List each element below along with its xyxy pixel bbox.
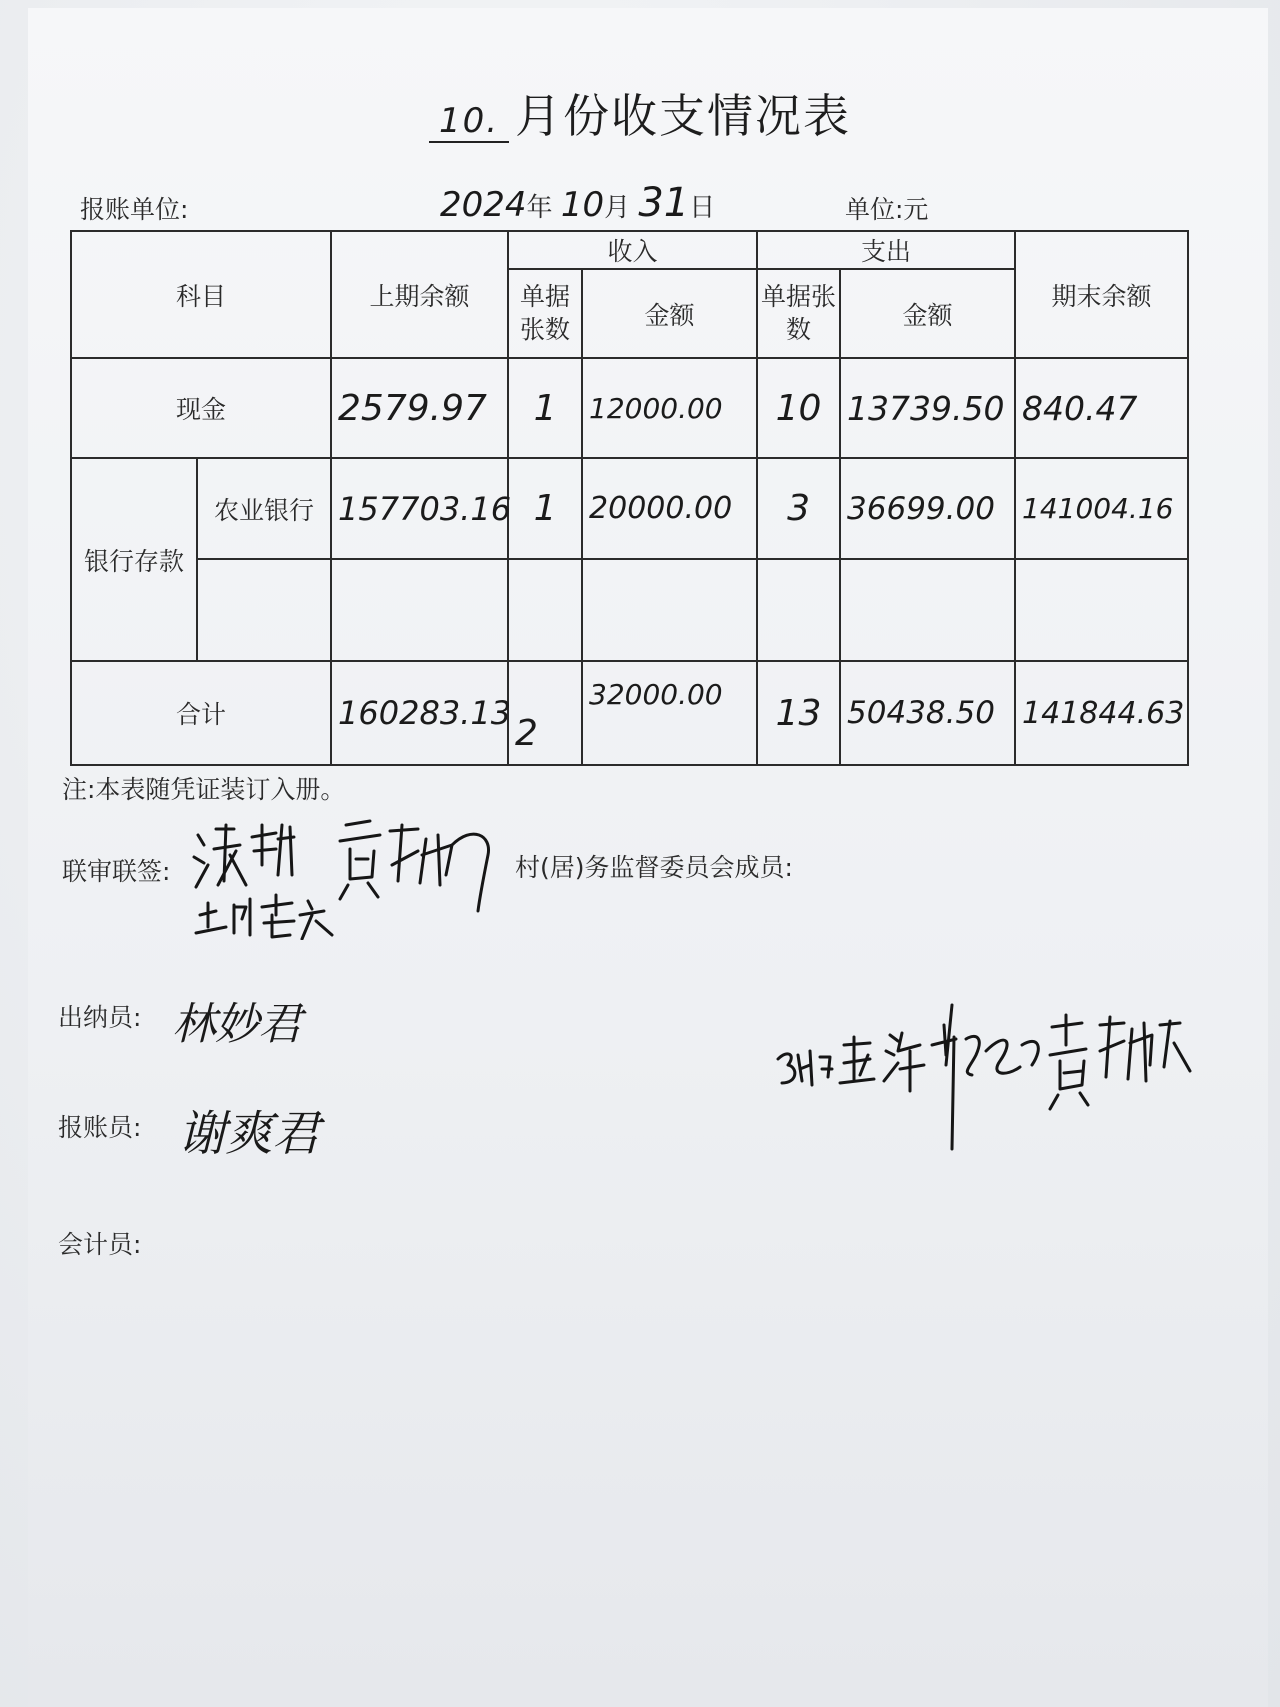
cash-prev-balance: 2579.97 — [331, 358, 508, 458]
cashier-signature: 林妙君 — [172, 999, 301, 1050]
report-date — [440, 180, 715, 226]
date-year-suffix: 年 — [526, 193, 553, 223]
total-end-balance: 141844.63 — [1015, 661, 1188, 765]
cash-income-count: 1 — [508, 358, 582, 458]
total-income-amount: 32000.00 — [582, 661, 757, 765]
title-month: 10. — [429, 101, 509, 143]
header-income-count: 单据张数 — [508, 269, 582, 358]
header-income-amount: 金额 — [582, 269, 757, 358]
cash-expense-count: 10 — [757, 358, 840, 458]
empty-cell — [508, 559, 582, 661]
row-label-agri-bank: 农业银行 — [197, 458, 331, 559]
cashier-label: 出纳员: — [58, 1003, 142, 1032]
table-row-cash — [71, 358, 1188, 458]
empty-cell — [757, 559, 840, 661]
cash-income-amount: 12000.00 — [582, 358, 757, 458]
income-expense-table — [70, 230, 1189, 766]
cash-expense-amount: 13739.50 — [840, 358, 1015, 458]
total-expense-count: 13 — [757, 661, 840, 765]
table-row-empty — [71, 559, 1188, 661]
date-day-suffix: 日 — [689, 193, 716, 223]
joint-review-label: 联审联签: — [62, 857, 171, 886]
agri-expense-amount: 36699.00 — [840, 458, 1015, 559]
total-prev-balance: 160283.13 — [331, 661, 508, 765]
unit-label: 报账单位: — [80, 195, 189, 224]
table-row-total — [71, 661, 1188, 765]
header-expense-count: 单据张数 — [757, 269, 840, 358]
empty-cell — [1015, 559, 1188, 661]
date-month: 10 — [560, 185, 605, 225]
binding-note: 注:本表随凭证装订入册。 — [62, 775, 346, 804]
header-row-1 — [71, 231, 1188, 269]
row-label-bank-deposit: 银行存款 — [71, 458, 197, 661]
agri-income-amount: 20000.00 — [582, 458, 757, 559]
committee-signatures-right — [770, 985, 1230, 1170]
agri-end-balance: 141004.16 — [1015, 458, 1188, 559]
bookkeeper-signature: 谢爽君 — [178, 1106, 320, 1162]
currency-label: 单位:元 — [845, 195, 929, 224]
header-end-balance: 期末余额 — [1015, 231, 1188, 358]
header-expense: 支出 — [757, 231, 1015, 269]
empty-cell — [840, 559, 1015, 661]
bookkeeper-label: 报账员: — [58, 1113, 142, 1142]
agri-prev-balance: 157703.16 — [331, 458, 508, 559]
header-expense-amount: 金额 — [840, 269, 1015, 358]
total-expense-amount: 50438.50 — [840, 661, 1015, 765]
empty-cell — [197, 559, 331, 661]
title-text: 月份收支情况表 — [515, 89, 851, 143]
empty-cell — [331, 559, 508, 661]
header-subject: 科目 — [71, 231, 331, 358]
date-day: 31 — [638, 180, 690, 226]
header-income: 收入 — [508, 231, 757, 269]
date-month-suffix: 月 — [604, 193, 631, 223]
header-prev-balance: 上期余额 — [331, 231, 508, 358]
document-title — [0, 80, 1280, 146]
committee-signatures — [190, 815, 520, 940]
empty-cell — [582, 559, 757, 661]
agri-expense-count: 3 — [757, 458, 840, 559]
table-row-agri-bank — [71, 458, 1188, 559]
date-year: 2024 — [440, 185, 527, 225]
total-income-count: 2 — [508, 661, 582, 765]
row-label-cash: 现金 — [71, 358, 331, 458]
accountant-label: 会计员: — [58, 1230, 142, 1259]
cash-end-balance: 840.47 — [1015, 358, 1188, 458]
row-label-total: 合计 — [71, 661, 331, 765]
committee-label: 村(居)务监督委员会成员: — [515, 853, 793, 882]
agri-income-count: 1 — [508, 458, 582, 559]
